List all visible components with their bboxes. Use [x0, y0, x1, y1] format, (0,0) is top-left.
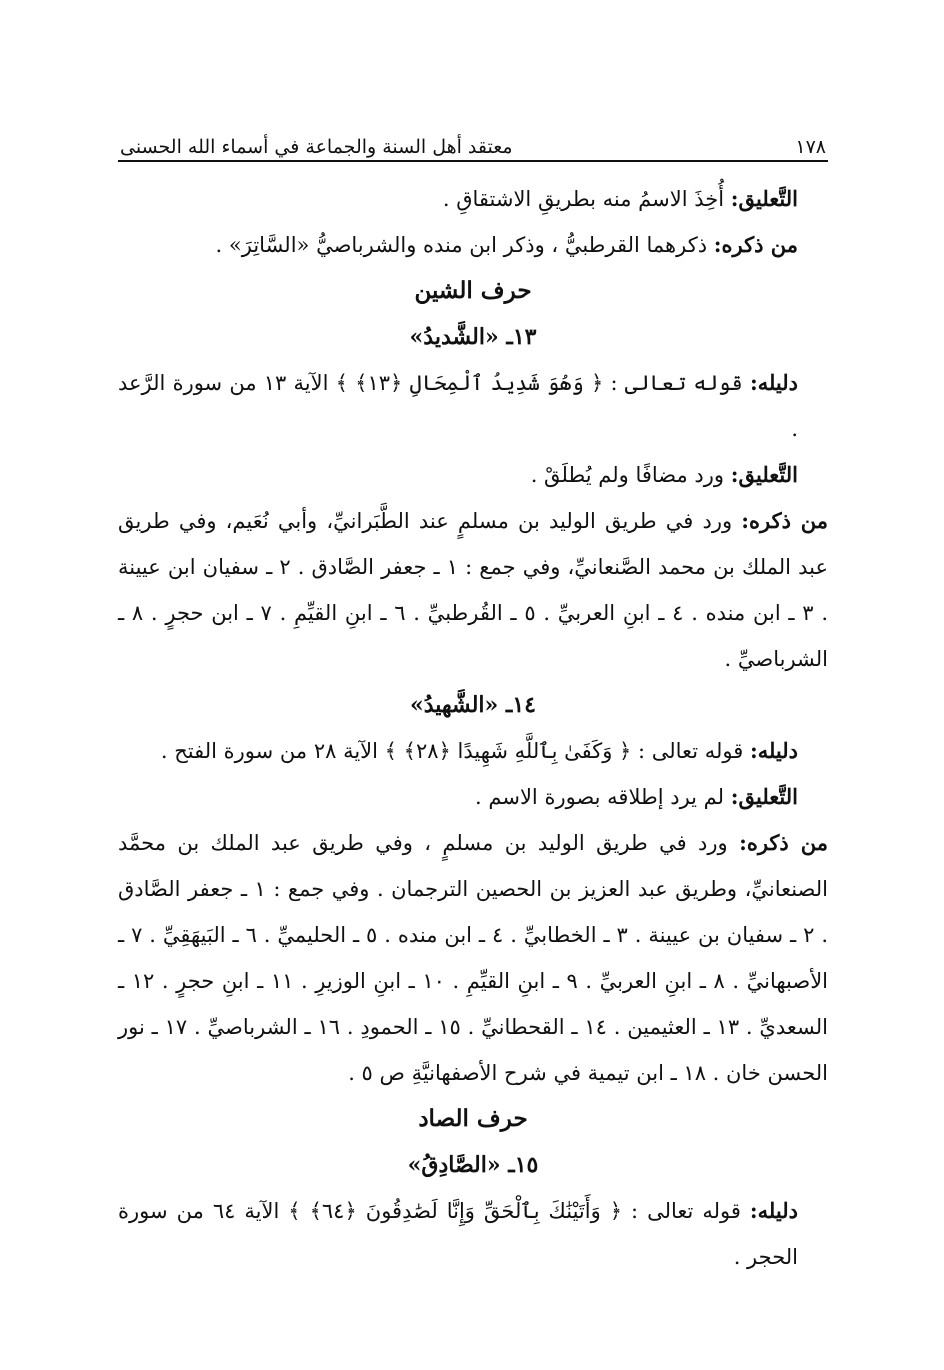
paragraph-man-14 — [118, 820, 828, 1096]
entry-title-15: ١٥ـ «الصَّادِقُ» — [407, 1152, 539, 1178]
paragraph-man-13 — [118, 498, 828, 682]
paragraph-taliq-13 — [118, 452, 828, 498]
dalil-text: قوله تعالى : ﴿ وَأَتَيْنَٰكَ بِٱلْحَقِّ وَإِنَّا لَصَٰدِقُونَ ﴿٦٤﴾ ﴾ الآية ٦٤ من سورة الحجر . — [118, 1199, 798, 1269]
book-title: معتقد أهل السنة والجماعة في أسماء الله الحسنى — [120, 136, 513, 158]
header-rule — [118, 160, 828, 162]
man-text: ورد في طريق الوليد بن مسلمٍ ، وفي طريق عبد الملك بن محمَّد الصنعانيِّ، وطريق عبد العزيز بن الحصين الترجمان . وفي جمع : ١ ـ جعفر الصَّادق . ٢ ـ سفيان بن عيينة . ٣ ـ الخطابيِّ . ٤ ـ ابن منده . ٥ ـ الحليميِّ . ٦ ـ البَيهَقِيِّ . ٧ ـ الأصبهانيِّ . ٨ ـ ابنِ العربيِّ . ٩ ـ ابنِ القيِّمِ . ١٠ ـ ابنِ الوزيرِ . ١١ ـ ابنِ حجرٍ . ١٢ ـ السعديِّ . ١٣ ـ العثيمين . ١٤ ـ القحطانيِّ . ١٥ ـ الحمودِ . ١٦ ـ الشرباصيِّ . ١٧ ـ نور الحسن خان . ١٨ ـ ابن تيمية في شرح الأصفهانيَّةِ ص ٥ . — [118, 831, 829, 1085]
paragraph-dalil-14 — [118, 728, 828, 774]
taliq-label: التَّعليق: — [730, 186, 798, 211]
paragraph-dalil-13 — [118, 360, 828, 452]
taliq-label: التَّعليق: — [730, 462, 798, 487]
dalil-label: دليله: — [749, 370, 798, 395]
dalil-label: دليله: — [749, 738, 798, 763]
taliq-text: لم يرد إطلاقه بصورة الاسم . — [475, 785, 731, 809]
man-text: ذكرهما القرطبيُّ ، وذكر ابن منده والشرباصيُّ «السَّاتِرَ» . — [215, 233, 714, 257]
paragraph-taliq-top — [118, 176, 828, 222]
taliq-text: أُخِذَ الاسمُ منه بطريقِ الاشتقاقِ . — [442, 187, 731, 211]
section-title-shin: حرف الشين — [414, 277, 532, 304]
dalil-text: قوله تعالى : ﴿ وَهُوَ شَدِيدُ ٱلْمِحَالِ ﴿١٣﴾ ﴾ الآية ١٣ من سورة الرَّعد . — [118, 371, 798, 441]
dalil-text: قوله تعالى : ﴿ وَكَفَىٰ بِٱللَّهِ شَهِيدًا ﴿٢٨﴾ ﴾ الآية ٢٨ من سورة الفتح . — [160, 739, 750, 763]
section-title-sad: حرف الصاد — [418, 1105, 528, 1132]
dalil-label: دليله: — [749, 1198, 798, 1223]
taliq-label: التَّعليق: — [730, 784, 798, 809]
page-number: ١٧٨ — [795, 136, 826, 158]
page-body — [118, 176, 828, 1280]
entry-title-14: ١٤ـ «الشَّهيدُ» — [409, 692, 536, 718]
man-label: من ذكره: — [741, 508, 828, 533]
man-label: من ذكره: — [739, 830, 828, 855]
paragraph-dalil-15 — [118, 1188, 828, 1280]
entry-title-13: ١٣ـ «الشَّديدُ» — [409, 324, 537, 350]
man-label: من ذكره: — [713, 232, 798, 257]
paragraph-taliq-14 — [118, 774, 828, 820]
man-text: ورد في طريق الوليد بن مسلمٍ عند الطَّبَرانيِّ، وأبي نُعَيم، وفي طريق عبد الملك بن محمد الصَّنعانيِّ، وفي جمع : ١ ـ جعفر الصَّادق . ٢ ـ سفيان ابن عيينة . ٣ ـ ابن منده . ٤ ـ ابنِ العربيِّ . ٥ ـ القُرطبيِّ . ٦ ـ ابنِ القيِّمِ . ٧ ـ ابن حجرٍ . ٨ ـ الشرباصيِّ . — [118, 509, 829, 671]
paragraph-man-top — [118, 222, 828, 268]
running-header — [120, 118, 826, 158]
taliq-text: ورد مضافًا ولم يُطلَقْ . — [530, 463, 731, 487]
